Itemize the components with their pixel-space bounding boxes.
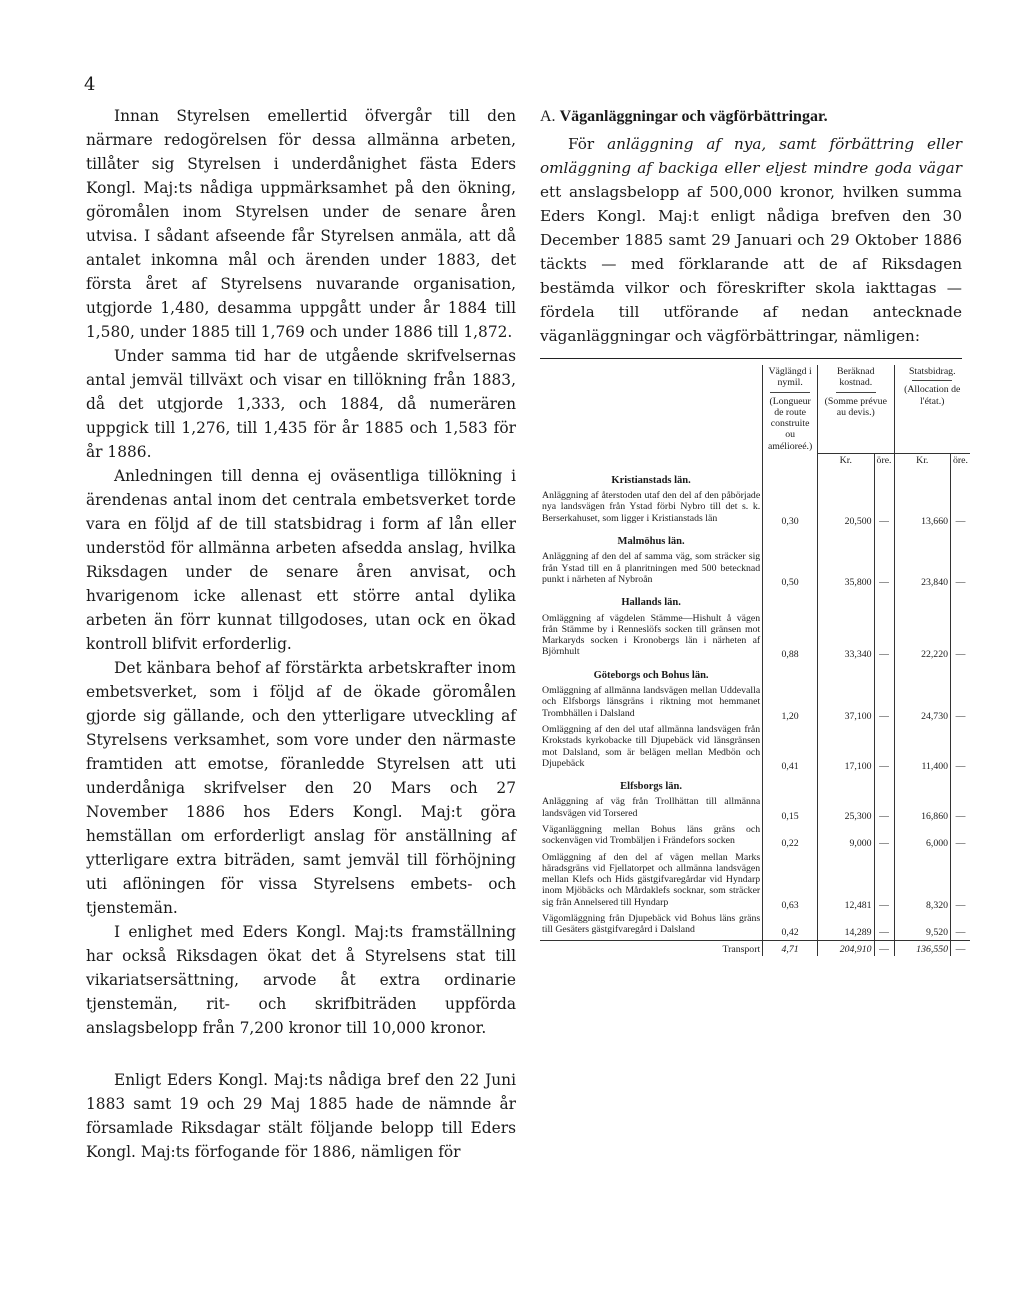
row-length: 0,50 [763, 550, 818, 589]
header-length [763, 365, 818, 453]
empty-cell [894, 467, 951, 489]
empty-cell [874, 773, 894, 795]
row-grant-ore: — [951, 489, 970, 528]
empty-cell [894, 773, 951, 795]
right-column [540, 108, 968, 956]
row-grant: 24,730 [921, 710, 949, 722]
table-row [540, 612, 970, 662]
header-grant [894, 365, 970, 453]
empty-cell [951, 589, 970, 611]
row-grant-ore: — [951, 795, 970, 823]
table-row [540, 723, 970, 773]
row-length: 0,22 [763, 823, 818, 851]
transport-row [540, 940, 970, 956]
road-works-table [540, 365, 970, 956]
county-name: Elfsborgs län. [540, 773, 763, 795]
row-length: 0,30 [763, 489, 818, 528]
left-column-text [86, 104, 516, 1164]
row-grant: 23,840 [921, 576, 949, 588]
row-cost: 37,100 [844, 710, 872, 722]
transport-label: Transport [540, 940, 763, 956]
row-cost: 35,800 [844, 576, 872, 588]
row-description: Väganläggning mellan Bohus läns gräns och sockenvägen vid Trombäljen i Frändefors socken [540, 823, 763, 851]
section-heading [540, 108, 962, 126]
empty-cell [874, 589, 894, 611]
row-grant-ore: — [951, 550, 970, 589]
paragraph: Det känbara behof af förstärkta arbetskrafter inom embetsverket, som i följd af de ökade göromålen gjorde sig gällande, och den ytterligare utveckling af Styrelsens verksamhet, som vore under den närmaste framtiden att emotse, föranledde Styrelsen att uti underdåniga skrifvelser den 20 Mars och 27 November 1886 hos Eders Kongl. Maj:t göra hemställan om erforderligt anslag för anställning af ytterligare extra biträden, samt jemväl till förhöjning uti aflöningen för vissa Styrelsens embets- och tjenstemän. [86, 659, 516, 917]
county-row [540, 467, 970, 489]
intro-mid: samt [779, 135, 817, 153]
row-description: Omläggning af den del af vägen mellan Marks häradsgräns vid Fjellatorpet och allmänna landsvägen mellan Klefs och Hids gästgifvaregårdar vid Hyndarp inom Mjöbäcks och Mårdaklefs socknar, som sträcker sig från Annelsered till Hyndarp [540, 851, 763, 912]
page-number: 4 [84, 74, 96, 95]
table-row [540, 912, 970, 940]
row-description: Anläggning af den del af samma väg, som sträcker sig från Ystad till en å planritningen med 500 betecknad punkt i närheten af Nybroån [540, 550, 763, 589]
row-cost-ore: — [874, 723, 894, 773]
empty-cell [763, 662, 818, 684]
empty-cell [951, 467, 970, 489]
empty-cell [818, 528, 875, 550]
empty-cell [874, 528, 894, 550]
row-length: 0,63 [763, 851, 818, 912]
intro-rest: ett anslagsbelopp af 500,000 kronor, hvilken summa Eders Kongl. Maj:t enligt nådiga brefven den 30 December 1885 samt 29 Januari och 29 Oktober 1886 täckts — med förklarande att de af Riksdagen bestämda vilkor och föreskrifter skola iakttagas — fördela till utförande af nedan antecknade väganläggningar och vägförbättringar, nämligen: [540, 183, 962, 345]
county-name: Hallands län. [540, 589, 763, 611]
table-row [540, 823, 970, 851]
row-cost: 12,481 [844, 899, 872, 911]
table-row [540, 795, 970, 823]
header-cost-fr: (Somme prévue au devis.) [824, 395, 887, 418]
row-cost: 14,289 [844, 927, 872, 939]
paragraph: Under samma tid har de utgående skrifvelsernas antal jemväl tillväxt och visar en tillökning från 1883, då det utgjorde 1,333, och 1884, då numerären uppgick till 1,276, till 1,435 för år 1885 och 1,583 för år 1886. [86, 347, 516, 461]
table-row [540, 550, 970, 589]
empty-cell [894, 528, 951, 550]
table-row [540, 851, 970, 912]
empty-cell [763, 773, 818, 795]
row-grant-ore: — [951, 851, 970, 912]
row-grant: 8,320 [925, 899, 949, 911]
header-rule [836, 392, 876, 393]
intro-paragraph [540, 132, 962, 348]
row-description: Omläggning af allmänna landsvägen mellan Uddevalla och Elfsborgs länsgräns i riktning mot hemmanet Trombhällen i Dalsland [540, 684, 763, 723]
empty-cell [763, 589, 818, 611]
row-description: Vägomläggning från Djupebäck vid Bohus läns gräns till Gesäters gästgifvaregård i Dalsland [540, 912, 763, 940]
table-header-row [540, 365, 970, 453]
section-letter: A. [540, 108, 556, 125]
table-row [540, 489, 970, 528]
unit-ore: öre. [874, 453, 894, 467]
transport-grant-ore: — [951, 940, 970, 956]
header-grant-fr: (Allocation de l'état.) [904, 384, 961, 407]
empty-cell [818, 589, 875, 611]
row-grant-ore: — [951, 612, 970, 662]
empty-cell [951, 528, 970, 550]
row-cost-ore: — [874, 550, 894, 589]
row-description: Anläggning af väg från Trollhättan till allmänna landsvägen vid Torsered [540, 795, 763, 823]
empty-cell [763, 467, 818, 489]
row-description: Anläggning af återstoden utaf den del af den påbörjade nya landsvägen från Ystad förbi Nybro till det s. k. Berserkahuset, som ligger i Kristianstads län [540, 489, 763, 528]
empty-cell [894, 662, 951, 684]
empty-cell [818, 467, 875, 489]
empty-cell [874, 662, 894, 684]
row-cost-ore: — [874, 795, 894, 823]
row-cost-ore: — [874, 851, 894, 912]
row-length: 0,42 [763, 912, 818, 940]
empty-cell [818, 662, 875, 684]
paragraph: Anledningen till denna ej oväsentliga tillökning i ärendenas antal inom det centrala embetsverket torde vara en följd af de till statsbidrag i form af lån eller understöd för allmänna arbeten afsedda anslag, hvilka Riksdagen under de senare åren anvisat, och hvarigenom icke allenast ett större antal dylika arbeten än förr kunnat tillgodoses, utan ock en ökad kontroll blifvit erforderlig. [86, 467, 516, 653]
county-row [540, 589, 970, 611]
unit-ore: öre. [951, 453, 970, 467]
row-cost: 20,500 [844, 515, 872, 527]
row-cost: 33,340 [844, 649, 872, 661]
unit-kr: Kr. [818, 453, 875, 467]
empty-cell [818, 773, 875, 795]
row-cost-ore: — [874, 684, 894, 723]
row-length: 0,88 [763, 612, 818, 662]
row-grant: 9,520 [925, 927, 949, 939]
county-row [540, 528, 970, 550]
header-cost-label: Beräknad kostnad. [837, 366, 875, 389]
empty-cell [874, 467, 894, 489]
row-description: Omläggning af vägdelen Stämme—Hishult å vägen från Stämme by i Renneslöfs socken till gränsen mot Markaryds socken i Kronobergs län i närheten af Björnhult [540, 612, 763, 662]
row-grant: 13,660 [921, 515, 949, 527]
empty-cell [951, 662, 970, 684]
county-name: Malmöhus län. [540, 528, 763, 550]
county-name: Kristianstads län. [540, 467, 763, 489]
row-length: 0,15 [763, 795, 818, 823]
row-grant-ore: — [951, 684, 970, 723]
row-cost-ore: — [874, 912, 894, 940]
row-cost: 17,100 [844, 760, 872, 772]
row-grant: 22,220 [921, 649, 949, 661]
header-length-fr: (Longueur de route construite ou amélioreé.) [767, 395, 813, 452]
row-description: Omläggning af den del utaf allmänna landsvägen från Krokstads kyrkobacke till Djupebäck vid länsgränsen mot Dalsland, som är belägen mellan Medbön och Djupebäck [540, 723, 763, 773]
empty-cell [894, 589, 951, 611]
row-cost-ore: — [874, 489, 894, 528]
transport-length: 4,71 [763, 940, 818, 956]
row-grant: 16,860 [921, 810, 949, 822]
header-length-label: Väglängd i nymil. [768, 366, 812, 389]
county-row [540, 662, 970, 684]
row-cost: 25,300 [844, 810, 872, 822]
county-row [540, 773, 970, 795]
header-rule [912, 380, 952, 381]
table-row [540, 684, 970, 723]
row-length: 0,41 [763, 723, 818, 773]
empty-cell [763, 528, 818, 550]
row-cost-ore: — [874, 823, 894, 851]
unit-kr: Kr. [894, 453, 951, 467]
divider [540, 358, 962, 359]
row-grant: 11,400 [921, 760, 949, 772]
table-unit-row [540, 453, 970, 467]
row-grant-ore: — [951, 723, 970, 773]
intro-lead: För [568, 135, 595, 153]
transport-grant: 136,550 [894, 940, 951, 956]
intro-italic: förbättring eller omläggning af backiga eller eljest mindre goda vägar [540, 135, 963, 177]
intro-italic: anläggning af nya, [607, 135, 767, 153]
section-title: Väganläggningar och vägförbättringar. [559, 108, 828, 125]
header-grant-label: Statsbidrag. [908, 366, 956, 377]
row-grant: 6,000 [925, 838, 949, 850]
transport-cost-ore: — [874, 940, 894, 956]
row-grant-ore: — [951, 823, 970, 851]
row-cost-ore: — [874, 612, 894, 662]
header-rule [770, 392, 810, 393]
empty-cell [951, 773, 970, 795]
county-name: Göteborgs och Bohus län. [540, 662, 763, 684]
header-cost [818, 365, 894, 453]
paragraph: Innan Styrelsen emellertid öfvergår till den närmare redogörelsen för dessa allmänna arbeten, tillåter sig Styrelsen i underdånighet fästa Eders Kongl. Maj:ts nådiga uppmärksamhet på den ökning, göromålen inom Styrelsen under de senare åren utvisa. I sådant afseende får Styrelsen anmäla, att då antalet inkomna mål och ärenden under 1883, det första året af Styrelsens nuvarande organisation, utgjorde 1,480, desamma uppgått under år 1884 till 1,580, under 1885 till 1,769 och under 1886 till 1,872. [86, 107, 516, 341]
row-grant-ore: — [951, 912, 970, 940]
row-length: 1,20 [763, 684, 818, 723]
paragraph: I enlighet med Eders Kongl. Maj:ts framställning har också Riksdagen ökat det å Styrelsens stat till vikariatsersättning, arvode åt extra ordinarie tjenstemän, rit- och skrifbiträden uppförda anslagsbelopp från 7,200 kronor till 10,000 kronor. [86, 923, 516, 1037]
row-cost: 9,000 [849, 838, 872, 850]
paragraph: Enligt Eders Kongl. Maj:ts nådiga bref den 22 Juni 1883 samt 19 och 29 Maj 1885 hade de nämnde år församlade Riksdagar stält följande belopp till Eders Kongl. Maj:ts förfogande för 1886, nämligen för [86, 1071, 516, 1161]
transport-cost: 204,910 [818, 940, 875, 956]
